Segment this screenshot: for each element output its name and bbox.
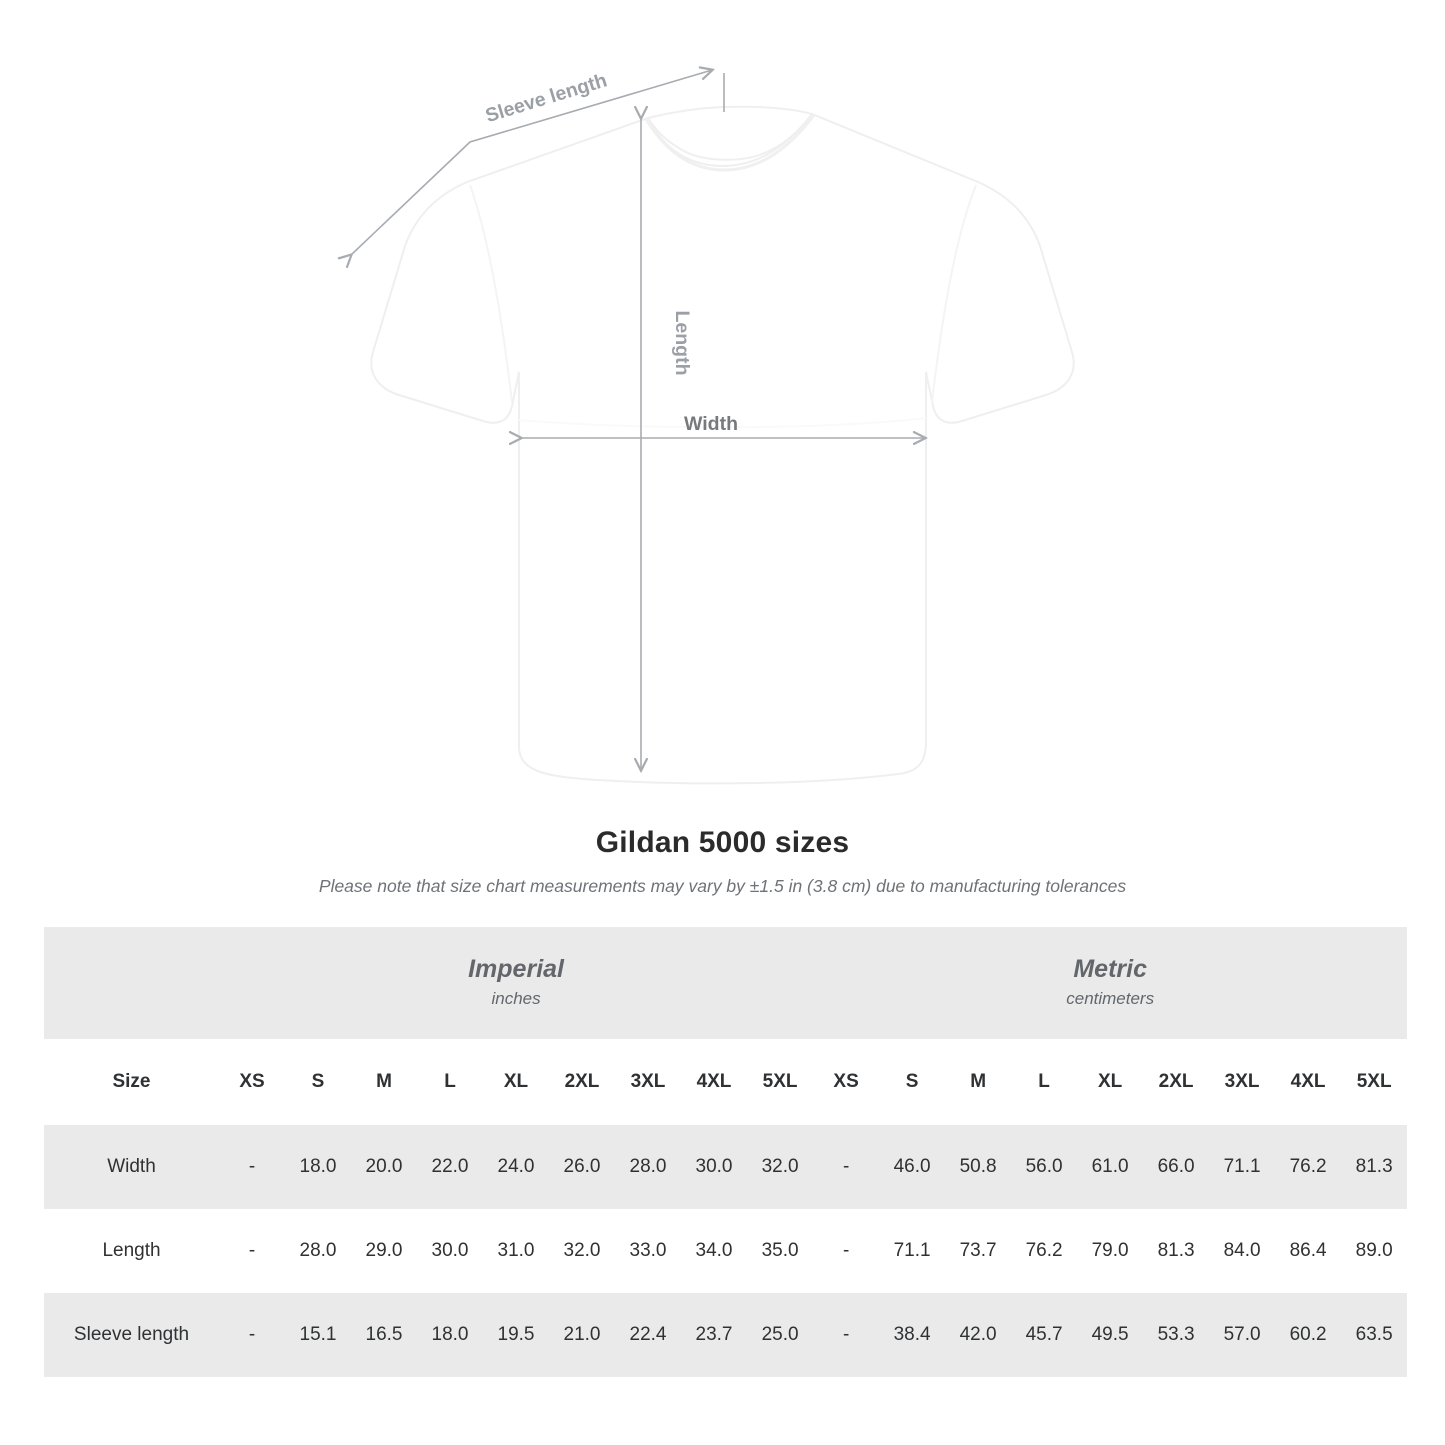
cell-width-met-6: 71.1 <box>1209 1125 1275 1209</box>
cell-width-met-0: - <box>813 1125 879 1209</box>
cell-length-imp-0: - <box>219 1209 285 1293</box>
cell-length-imp-1: 28.0 <box>285 1209 351 1293</box>
size-imperial-5xl: 5XL <box>747 1039 813 1125</box>
table-row <box>44 1209 1407 1293</box>
cell-length-met-8: 89.0 <box>1341 1209 1407 1293</box>
cell-length-met-7: 86.4 <box>1275 1209 1341 1293</box>
cell-sleeve-met-6: 57.0 <box>1209 1293 1275 1377</box>
cell-length-imp-8: 35.0 <box>747 1209 813 1293</box>
sleeve-length-label: Sleeve length <box>482 69 610 128</box>
cell-length-met-1: 71.1 <box>879 1209 945 1293</box>
cell-sleeve-met-4: 49.5 <box>1077 1293 1143 1377</box>
size-imperial-4xl: 4XL <box>681 1039 747 1125</box>
cell-width-imp-0: - <box>219 1125 285 1209</box>
title-block <box>0 826 1445 897</box>
size-table-wrap <box>44 927 1401 1377</box>
cell-length-met-6: 84.0 <box>1209 1209 1275 1293</box>
unit-metric-sub: centimeters <box>1066 989 1155 1009</box>
cell-width-met-3: 56.0 <box>1011 1125 1077 1209</box>
cell-sleeve-imp-8: 25.0 <box>747 1293 813 1377</box>
size-imperial-m: M <box>351 1039 417 1125</box>
unit-imperial <box>219 927 813 1039</box>
cell-length-met-4: 79.0 <box>1077 1209 1143 1293</box>
cell-width-imp-4: 24.0 <box>483 1125 549 1209</box>
cell-width-imp-7: 30.0 <box>681 1125 747 1209</box>
size-imperial-l: L <box>417 1039 483 1125</box>
table-row <box>44 1125 1407 1209</box>
cell-sleeve-met-8: 63.5 <box>1341 1293 1407 1377</box>
cell-length-met-2: 73.7 <box>945 1209 1011 1293</box>
length-label: Length <box>671 310 693 376</box>
cell-sleeve-met-3: 45.7 <box>1011 1293 1077 1377</box>
unit-header-row <box>44 927 1407 1039</box>
cell-width-imp-5: 26.0 <box>549 1125 615 1209</box>
cell-sleeve-imp-1: 15.1 <box>285 1293 351 1377</box>
cell-length-imp-5: 32.0 <box>549 1209 615 1293</box>
tolerance-note: Please note that size chart measurements may vary by ±1.5 in (3.8 cm) due to manufacturing tolerances <box>318 876 1127 896</box>
row-label-width: Width <box>44 1125 219 1209</box>
cell-sleeve-met-5: 53.3 <box>1143 1293 1209 1377</box>
unit-spacer <box>44 927 219 1039</box>
cell-sleeve-imp-5: 21.0 <box>549 1293 615 1377</box>
cell-width-imp-1: 18.0 <box>285 1125 351 1209</box>
row-label-length: Length <box>44 1209 219 1293</box>
cell-length-met-0: - <box>813 1209 879 1293</box>
tshirt-shape <box>371 107 1073 784</box>
unit-metric <box>813 927 1407 1039</box>
cell-width-met-4: 61.0 <box>1077 1125 1143 1209</box>
page-title: Gildan 5000 sizes <box>595 826 850 859</box>
size-imperial-xl: XL <box>483 1039 549 1125</box>
cell-sleeve-imp-7: 23.7 <box>681 1293 747 1377</box>
size-metric-xl: XL <box>1077 1039 1143 1125</box>
cell-length-imp-2: 29.0 <box>351 1209 417 1293</box>
cell-width-met-2: 50.8 <box>945 1125 1011 1209</box>
cell-sleeve-met-1: 38.4 <box>879 1293 945 1377</box>
cell-sleeve-met-0: - <box>813 1293 879 1377</box>
cell-width-met-7: 76.2 <box>1275 1125 1341 1209</box>
size-metric-5xl: 5XL <box>1341 1039 1407 1125</box>
cell-sleeve-met-7: 60.2 <box>1275 1293 1341 1377</box>
cell-sleeve-met-2: 42.0 <box>945 1293 1011 1377</box>
size-header-row <box>44 1039 1407 1125</box>
unit-imperial-name: Imperial <box>468 954 564 983</box>
size-imperial-s: S <box>285 1039 351 1125</box>
cell-length-imp-4: 31.0 <box>483 1209 549 1293</box>
size-imperial-2xl: 2XL <box>549 1039 615 1125</box>
size-metric-2xl: 2XL <box>1143 1039 1209 1125</box>
size-metric-4xl: 4XL <box>1275 1039 1341 1125</box>
size-imperial-xs: XS <box>219 1039 285 1125</box>
size-metric-xs: XS <box>813 1039 879 1125</box>
cell-sleeve-imp-3: 18.0 <box>417 1293 483 1377</box>
cell-width-met-5: 66.0 <box>1143 1125 1209 1209</box>
cell-length-imp-6: 33.0 <box>615 1209 681 1293</box>
size-imperial-3xl: 3XL <box>615 1039 681 1125</box>
cell-sleeve-imp-4: 19.5 <box>483 1293 549 1377</box>
cell-length-imp-7: 34.0 <box>681 1209 747 1293</box>
cell-width-imp-8: 32.0 <box>747 1125 813 1209</box>
cell-length-met-3: 76.2 <box>1011 1209 1077 1293</box>
cell-sleeve-imp-0: - <box>219 1293 285 1377</box>
size-metric-s: S <box>879 1039 945 1125</box>
unit-imperial-sub: inches <box>491 989 541 1009</box>
cell-length-imp-3: 30.0 <box>417 1209 483 1293</box>
cell-width-met-8: 81.3 <box>1341 1125 1407 1209</box>
cell-sleeve-imp-2: 16.5 <box>351 1293 417 1377</box>
cell-width-met-1: 46.0 <box>879 1125 945 1209</box>
size-metric-l: L <box>1011 1039 1077 1125</box>
size-header-label: Size <box>44 1039 219 1125</box>
row-label-sleeve-length: Sleeve length <box>44 1293 219 1377</box>
cell-width-imp-2: 20.0 <box>351 1125 417 1209</box>
unit-metric-name: Metric <box>1073 954 1147 983</box>
size-table <box>44 927 1407 1377</box>
table-row <box>44 1293 1407 1377</box>
cell-length-met-5: 81.3 <box>1143 1209 1209 1293</box>
cell-width-imp-6: 28.0 <box>615 1125 681 1209</box>
cell-sleeve-imp-6: 22.4 <box>615 1293 681 1377</box>
size-metric-3xl: 3XL <box>1209 1039 1275 1125</box>
cell-width-imp-3: 22.0 <box>417 1125 483 1209</box>
width-label: Width <box>684 413 738 435</box>
size-metric-m: M <box>945 1039 1011 1125</box>
